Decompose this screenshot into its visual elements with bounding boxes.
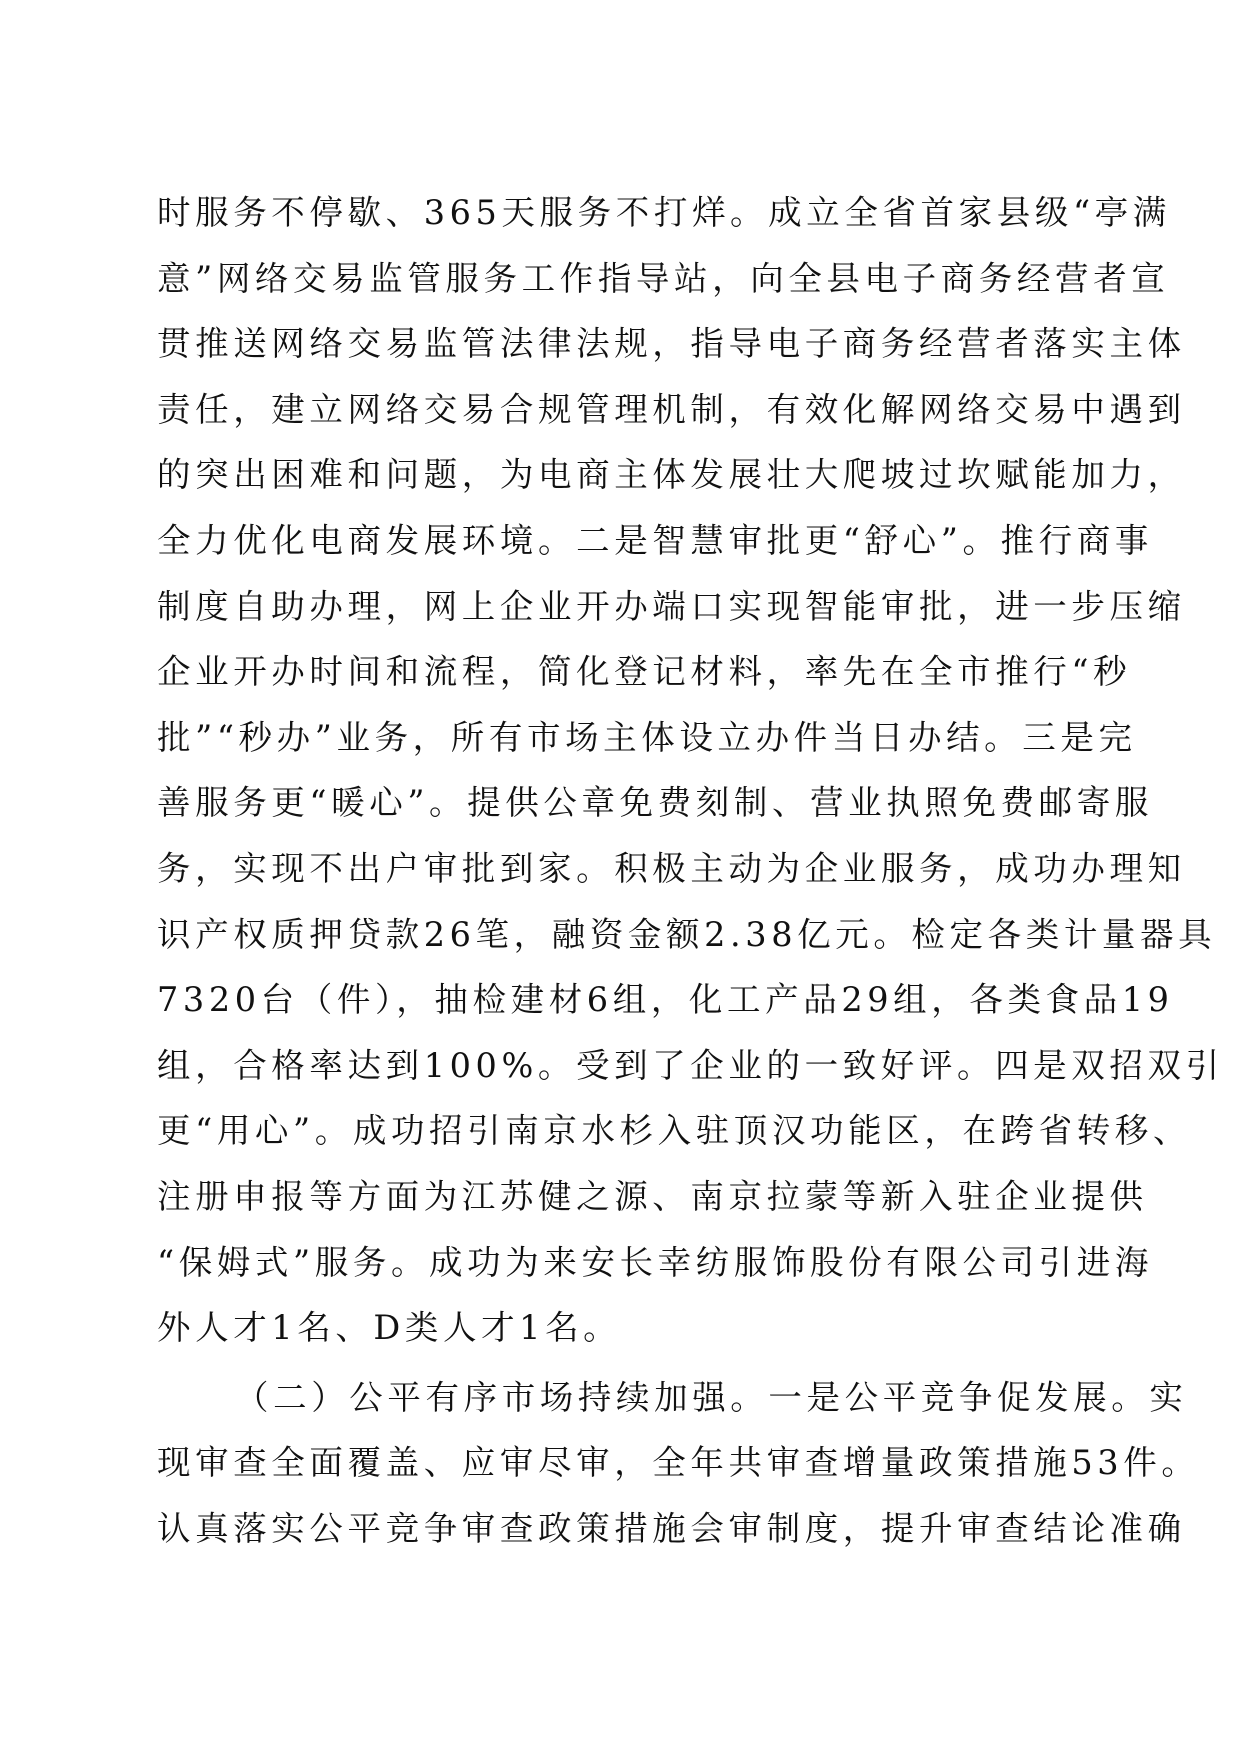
paragraph-2 xyxy=(157,1365,1200,1562)
text-line: 识产权质押贷款26笔，融资金额2.38亿元。检定各类计量器具 xyxy=(157,914,1217,954)
text-line: 贯推送网络交易监管法律法规，指导电子商务经营者落实主体 xyxy=(157,324,1186,364)
text-line: 现审查全面覆盖、应审尽审，全年共审查增量政策措施53件。 xyxy=(157,1443,1200,1483)
text-line: 善服务更“暖心”。提供公章免费刻制、营业执照免费邮寄服 xyxy=(157,783,1153,823)
text-line: 时服务不停歇、365天服务不打烊。成立全省首家县级“亭满 xyxy=(157,193,1171,232)
body-text xyxy=(157,180,1224,1561)
text-line: 认真落实公平竞争审查政策措施会审制度，提升审查结论准确 xyxy=(157,1508,1186,1548)
text-line: 务，实现不出户审批到家。积极主动为企业服务，成功办理知 xyxy=(157,848,1186,888)
text-line: 的突出困难和问题，为电商主体发展壮大爬坡过坎赋能加力， xyxy=(157,455,1186,495)
text-line: 更“用心”。成功招引南京水杉入驻顶汉功能区，在跨省转移、 xyxy=(157,1111,1192,1151)
text-line: 注册申报等方面为江苏健之源、南京拉蒙等新入驻企业提供 xyxy=(157,1176,1148,1216)
text-line: 责任，建立网络交易合规管理机制，有效化解网络交易中遇到 xyxy=(157,389,1186,429)
text-line: 批”“秒办”业务，所有市场主体设立办件当日办结。三是完 xyxy=(157,717,1137,757)
text-line: 意”网络交易监管服务工作指导站，向全县电子商务经营者宣 xyxy=(157,258,1170,298)
text-line: 制度自助办理，网上企业开办端口实现智能审批，进一步压缩 xyxy=(157,586,1186,626)
text-line: 外人才1名、D类人才1名。 xyxy=(157,1308,622,1348)
text-line: 企业开办时间和流程，简化登记材料，率先在全市推行“秒 xyxy=(157,652,1132,692)
text-line: 全力优化电商发展环境。二是智慧审批更“舒心”。推行商事 xyxy=(157,520,1153,560)
text-line: 组，合格率达到100%。受到了企业的一致好评。四是双招双引 xyxy=(157,1045,1224,1085)
text-line: “保姆式”服务。成功为来安长幸纺服饰股份有限公司引进海 xyxy=(157,1242,1153,1282)
text-line: 7320台（件），抽检建材6组，化工产品29组，各类食品19 xyxy=(157,980,1174,1020)
paragraph-1 xyxy=(157,180,1224,1361)
text-line-indented: （二）公平有序市场持续加强。一是公平竞争促发展。实 xyxy=(235,1377,1188,1417)
